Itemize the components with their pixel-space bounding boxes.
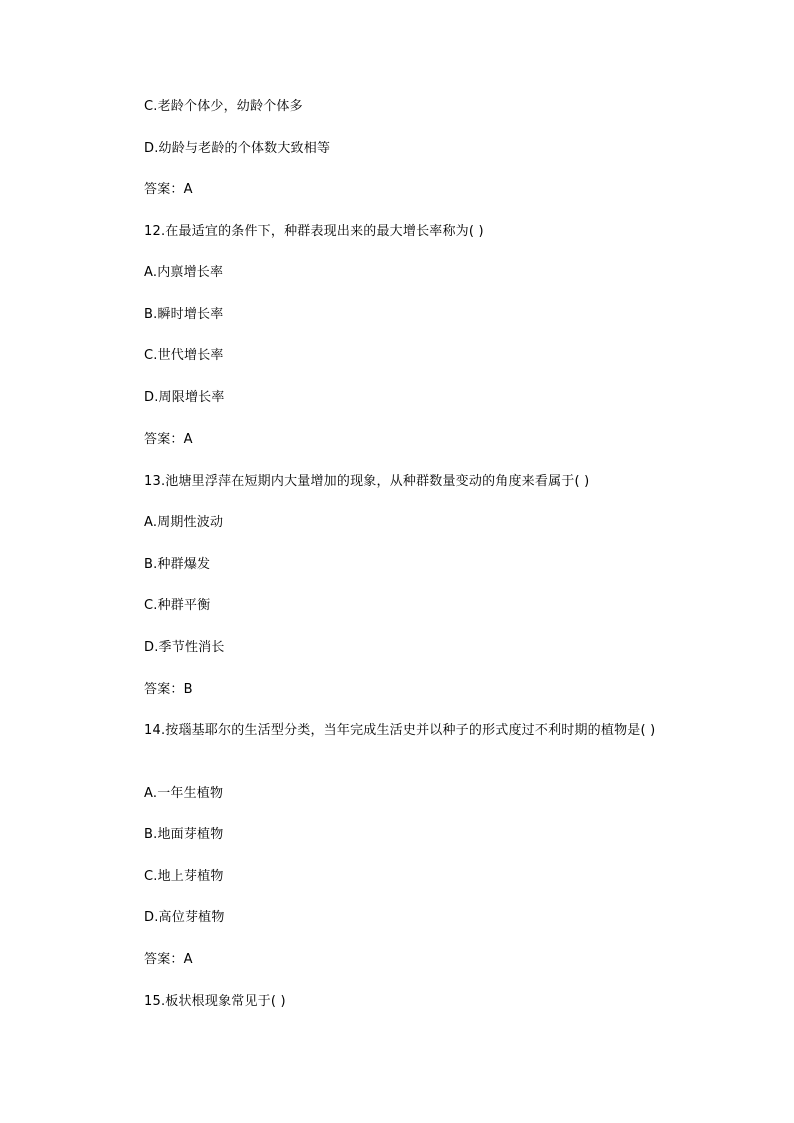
answer-q11: 答案：A [144, 182, 193, 197]
option-b-q14: B.地面芽植物 [144, 827, 224, 842]
option-a-q13: A.周期性波动 [144, 515, 224, 530]
answer-q14: 答案：A [144, 952, 193, 967]
question-12: 12.在最适宜的条件下，种群表现出来的最大增长率称为( ) [144, 224, 484, 239]
option-a-q14: A.一年生植物 [144, 786, 224, 801]
option-c-q11: C.老龄个体少，幼龄个体多 [144, 99, 303, 114]
option-c-q14: C.地上芽植物 [144, 869, 224, 884]
option-c-q13: C.种群平衡 [144, 598, 211, 613]
option-a-q12: A.内禀增长率 [144, 265, 224, 280]
question-15: 15.板状根现象常见于( ) [144, 994, 286, 1009]
answer-q12: 答案：A [144, 432, 193, 447]
question-13: 13.池塘里浮萍在短期内大量增加的现象，从种群数量变动的角度来看属于( ) [144, 474, 590, 489]
option-b-q13: B.种群爆发 [144, 557, 211, 572]
question-14: 14.按瑙基耶尔的生活型分类，当年完成生活史并以种子的形式度过不利时期的植物是( ) [144, 723, 656, 738]
option-d-q11: D.幼龄与老龄的个体数大致相等 [144, 141, 331, 156]
option-d-q13: D.季节性消长 [144, 640, 225, 655]
option-b-q12: B.瞬时增长率 [144, 307, 224, 322]
option-d-q14: D.高位芽植物 [144, 910, 225, 925]
answer-q13: 答案：B [144, 682, 193, 697]
option-d-q12: D.周限增长率 [144, 390, 225, 405]
option-c-q12: C.世代增长率 [144, 348, 224, 363]
